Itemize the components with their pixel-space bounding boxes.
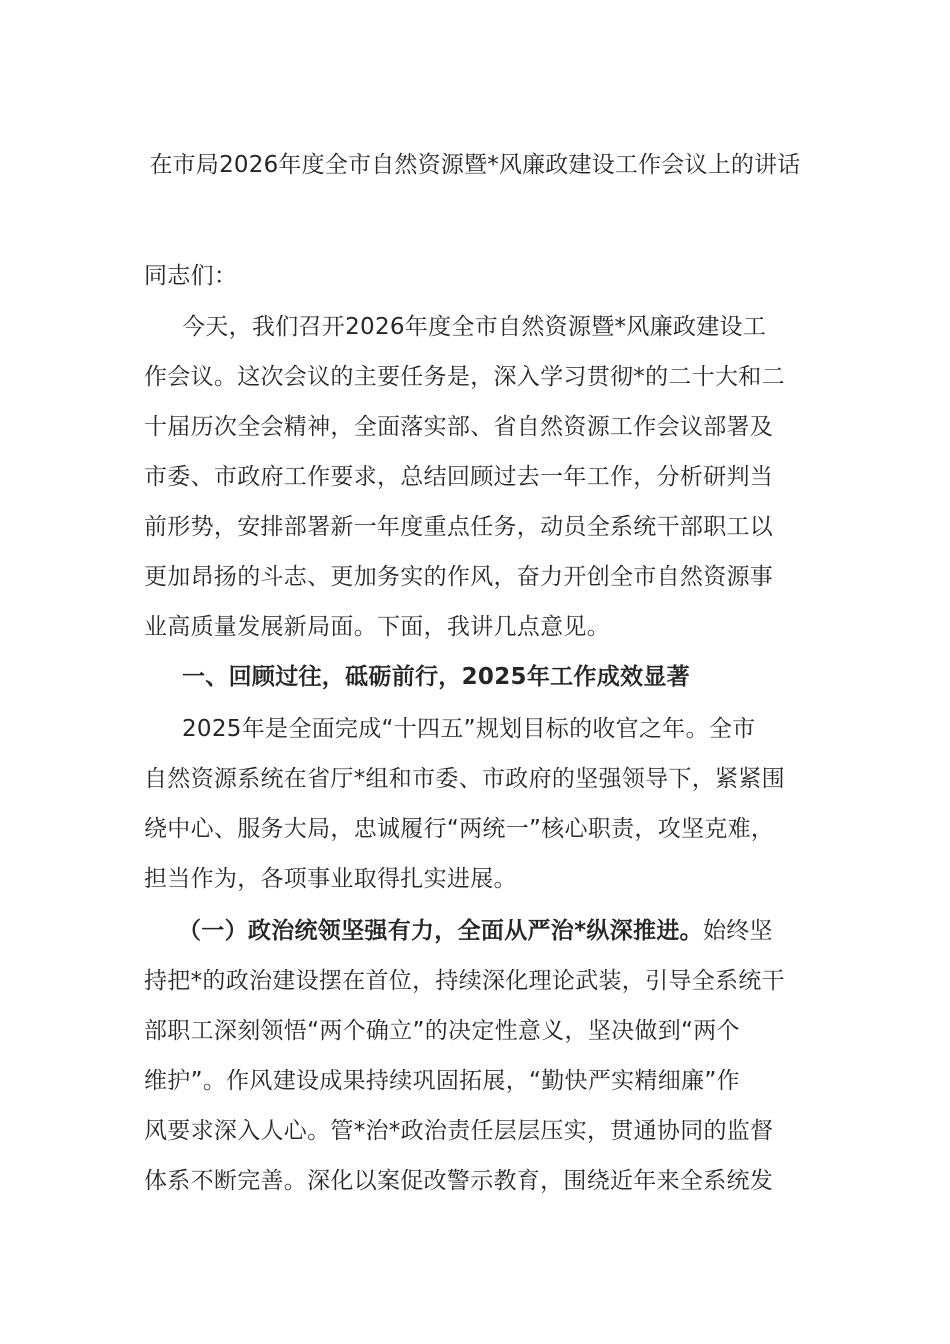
paragraph-line: 前形势，安排部署新一年度重点任务，动员全系统干部职工以 xyxy=(144,514,774,540)
paragraph-line: 部职工深刻领悟“两个确立”的决定性意义，坚决做到“两个 xyxy=(144,1018,740,1044)
paragraph-line: 持把*的政治建设摆在首位，持续深化理论武装，引导全系统干 xyxy=(144,968,785,994)
paragraph-line: 体系不断完善。深化以案促改警示教育，围绕近年来全系统发 xyxy=(144,1168,774,1194)
subheading-bold: （一）政治统领坚强有力，全面从严治*纵深推进。 xyxy=(178,918,703,944)
paragraph-line: 今天，我们召开2026年度全市自然资源暨*风廉政建设工 xyxy=(182,314,767,340)
paragraph-line: 维护”。作风建设成果持续巩固拓展，“勤快严实精细廉”作 xyxy=(144,1068,740,1094)
subheading-line xyxy=(178,917,773,945)
paragraph-line: 绕中心、服务大局，忠诚履行“两统一”核心职责，攻坚克难， xyxy=(144,816,775,842)
document-title: 在市局2026年度全市自然资源暨*风廉政建设工作会议上的讲话 xyxy=(149,152,801,178)
paragraph-line: 十届历次全会精神，全面落实部、省自然资源工作会议部署及 xyxy=(144,414,774,440)
section-heading: 一、回顾过往，砥砺前行，2025年工作成效显著 xyxy=(182,664,690,690)
paragraph-line: 自然资源系统在省厅*组和市委、市政府的坚强领导下，紧紧围 xyxy=(144,766,785,792)
paragraph-line: 作会议。这次会议的主要任务是，深入学习贯彻*的二十大和二 xyxy=(144,364,785,390)
paragraph-line: 风要求深入人心。管*治*政治责任层层压实，贯通协同的监督 xyxy=(144,1118,774,1144)
subheading-rest: 始终坚 xyxy=(702,918,773,944)
paragraph-line: 业高质量发展新局面。下面，我讲几点意见。 xyxy=(144,614,610,640)
paragraph-line: 更加昂扬的斗志、更加务实的作风，奋力开创全市自然资源事 xyxy=(144,564,774,590)
paragraph-line: 2025年是全面完成“十四五”规划目标的收官之年。全市 xyxy=(182,716,756,742)
paragraph-line: 担当作为，各项事业取得扎实进展。 xyxy=(144,866,517,892)
greeting: 同志们： xyxy=(144,263,238,289)
paragraph-line: 市委、市政府工作要求，总结回顾过去一年工作，分析研判当 xyxy=(144,464,774,490)
